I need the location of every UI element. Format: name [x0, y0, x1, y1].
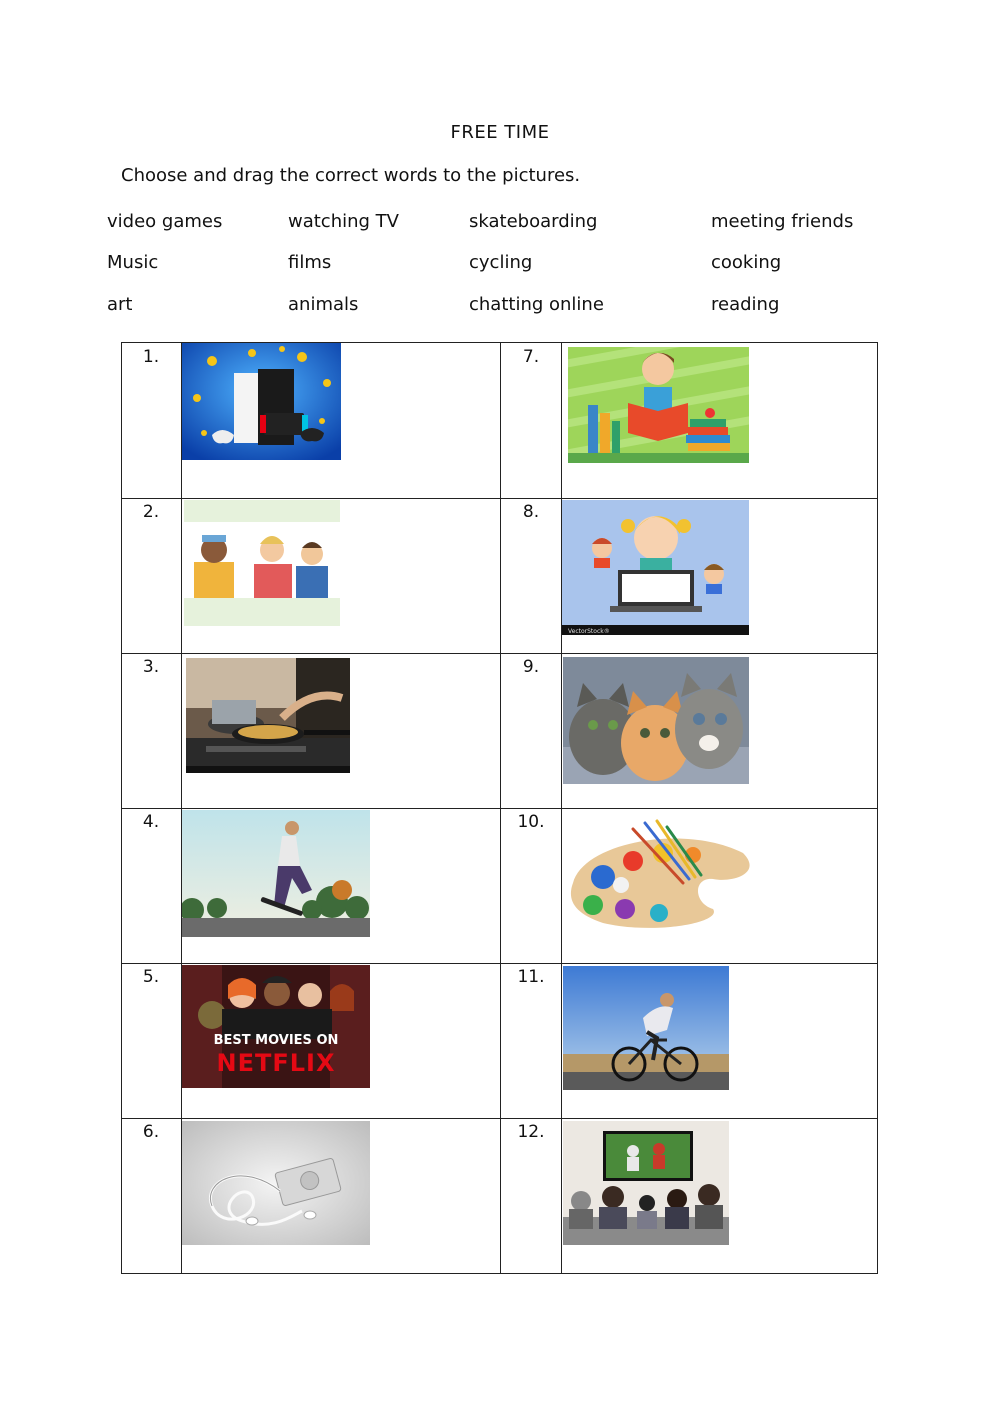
table-divider	[122, 963, 877, 964]
item-number: 2.	[142, 502, 160, 522]
worksheet-title: FREE TIME	[450, 122, 550, 143]
item-number: 10.	[517, 812, 545, 832]
item-number: 3.	[142, 657, 160, 677]
item-number: 8.	[522, 502, 540, 522]
table-divider	[122, 498, 877, 499]
word-art[interactable]: art	[107, 294, 133, 315]
item-number: 1.	[142, 347, 160, 367]
music-player-earphones-image[interactable]	[182, 1121, 370, 1245]
word-meeting-friends[interactable]: meeting friends	[711, 211, 854, 232]
instruction-text: Choose and drag the correct words to the pictures.	[121, 165, 581, 186]
table-divider	[122, 653, 877, 654]
boy-reading-book-image[interactable]	[568, 347, 749, 463]
word-animals[interactable]: animals	[288, 294, 359, 315]
movie-poster-image[interactable]	[182, 965, 370, 1088]
word-watching-tv[interactable]: watching TV	[288, 211, 399, 232]
poster-caption-line1: BEST MOVIES ON	[213, 1033, 339, 1048]
cooking-pan-image[interactable]	[186, 658, 350, 773]
skateboarder-image[interactable]	[182, 810, 370, 937]
family-watching-tv-image[interactable]	[563, 1121, 729, 1245]
girl-chatting-laptop-image[interactable]	[562, 500, 749, 635]
item-number: 4.	[142, 812, 160, 832]
word-cooking[interactable]: cooking	[711, 252, 782, 273]
word-video-games[interactable]: video games	[107, 211, 223, 232]
item-number: 9.	[522, 657, 540, 677]
word-music[interactable]: Music	[107, 252, 159, 273]
item-number: 12.	[517, 1122, 545, 1142]
friends-talking-image[interactable]	[184, 500, 340, 626]
picture-table	[121, 342, 878, 1274]
word-reading[interactable]: reading	[711, 294, 780, 315]
image-watermark: VectorStock®	[568, 628, 610, 635]
word-chatting-online[interactable]: chatting online	[469, 294, 604, 315]
word-skateboarding[interactable]: skateboarding	[469, 211, 598, 232]
kittens-image[interactable]	[563, 657, 749, 784]
table-divider	[122, 808, 877, 809]
poster-caption-line2: NETFLIX	[216, 1049, 336, 1077]
word-films[interactable]: films	[288, 252, 332, 273]
table-divider	[122, 1118, 877, 1119]
word-cycling[interactable]: cycling	[469, 252, 533, 273]
cyclist-image[interactable]	[563, 966, 729, 1090]
item-number: 7.	[522, 347, 540, 367]
item-number: 6.	[142, 1122, 160, 1142]
game-consoles-image[interactable]	[182, 343, 341, 460]
paint-palette-image[interactable]	[563, 813, 758, 935]
item-number: 11.	[517, 967, 545, 987]
item-number: 5.	[142, 967, 160, 987]
